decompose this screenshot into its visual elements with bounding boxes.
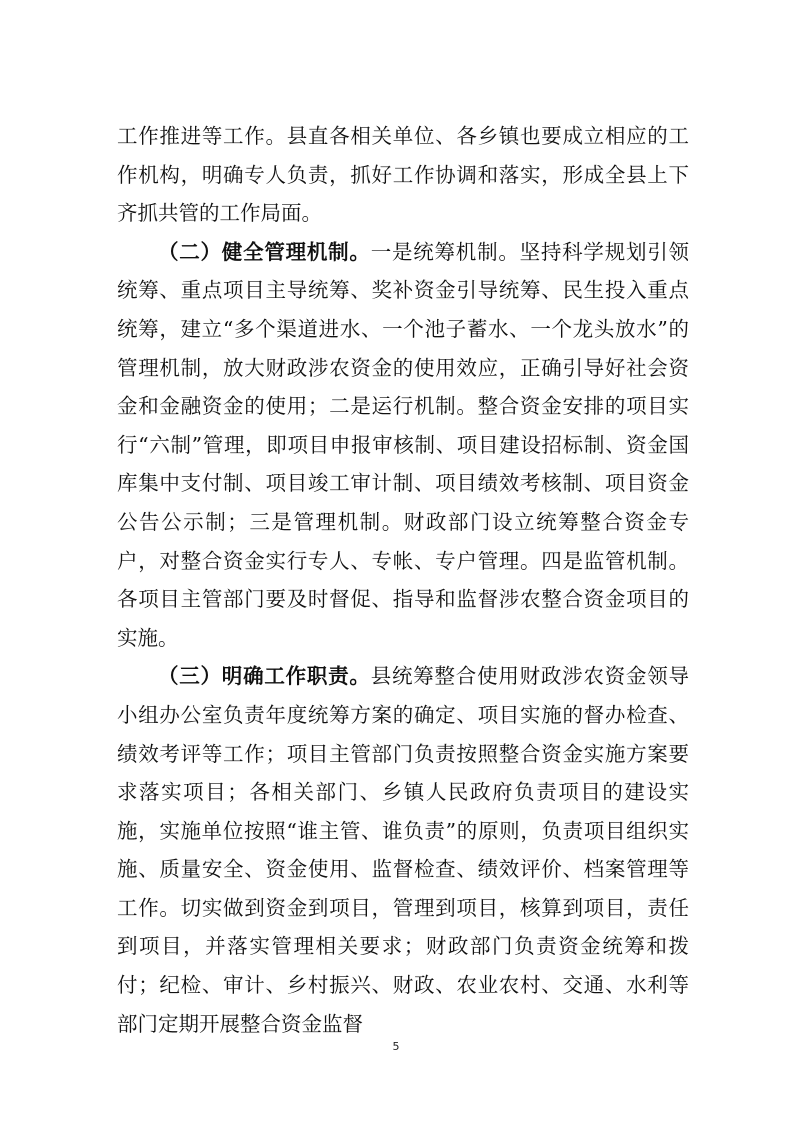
paragraph-continuation [117, 117, 689, 233]
paragraph-management-mechanism [117, 233, 689, 658]
paragraph-text: 工作推进等工作。县直各相关单位、各乡镇也要成立相应的工作机构，明确专人负责，抓好工作协调和落实，形成全县上下齐抓共管的工作局面。 [117, 124, 689, 226]
document-body [117, 117, 689, 1043]
section-heading-3: （三）明确工作职责。 [158, 664, 371, 689]
section-heading-2: （二）健全管理机制。 [158, 239, 371, 264]
paragraph-text: 一是统筹机制。坚持科学规划引领统筹、重点项目主导统筹、奖补资金引导统筹、民生投入重点统筹，建立“多个渠道进水、一个池子蓄水、一个龙头放水”的管理机制，放大财政涉农资金的使用效应，正确引导好社会资金和金融资金的使用；二是运行机制。整合资金安排的项目实行“六制”管理，即项目申报审核制、项目建设招标制、资金国库集中支付制、项目竣工审计制、项目绩效考核制、项目资金公告公示制；三是管理机制。财政部门设立统筹整合资金专户，对整合资金实行专人、专帐、专户管理。四是监管机制。各项目主管部门要及时督促、指导和监督涉农整合资金项目的实施。 [117, 239, 690, 650]
paragraph-work-responsibilities [117, 657, 689, 1043]
page-number: 5 [392, 1040, 400, 1053]
paragraph-text: 县统筹整合使用财政涉农资金领导小组办公室负责年度统筹方案的确定、项目实施的督办检查、绩效考评等工作；项目主管部门负责按照整合资金实施方案要求落实项目；各相关部门、乡镇人民政府负责项目的建设实施，实施单位按照“谁主管、谁负责”的原则，负责项目组织实施、质量安全、资金使用、监督检查、绩效评价、档案管理等工作。切实做到资金到项目，管理到项目，核算到项目，责任到项目，并落实管理相关要求；财政部门负责资金统筹和拨付；纪检、审计、乡村振兴、财政、农业农村、交通、水利等部门定期开展整合资金监督 [117, 664, 690, 1036]
